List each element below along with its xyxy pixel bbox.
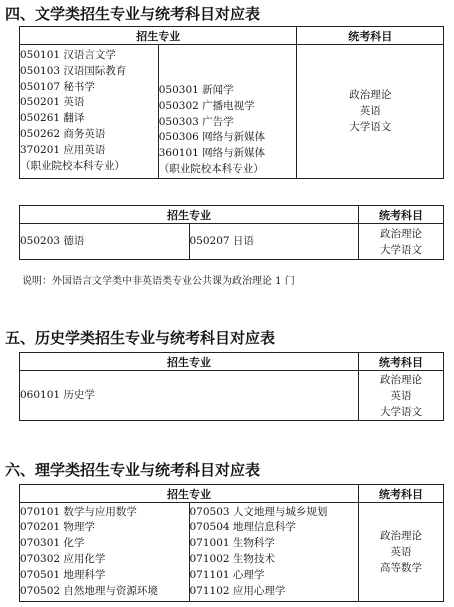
major-list-right [189, 503, 359, 602]
section-6-title: 六、理学类招生专业与统考科目对应表 [5, 461, 261, 479]
major-item: 070502 自然地理与资源环境 [20, 584, 158, 597]
major-item: 071102 应用心理学 [189, 584, 286, 597]
subject-item: 高等数学 [380, 562, 422, 574]
note: 说明：外国语言文学类中非英语类专业公共课为政治理论 1 门 [22, 276, 295, 287]
science-table [19, 484, 444, 602]
subject-item: 大学语文 [380, 405, 422, 418]
major-item: 050262 商务英语 [20, 127, 106, 140]
major-list-left [20, 45, 159, 179]
major-list-left [20, 371, 190, 421]
major-item: 071001 生物科学 [189, 537, 275, 550]
major-item: 360101 网络与新媒体 [158, 147, 266, 160]
major-item: 050261 翻译 [20, 112, 85, 125]
subject-item: 政治理论 [380, 373, 422, 386]
major-item: 050107 秘书学 [20, 80, 95, 93]
major-item: 070501 地理科学 [20, 568, 106, 581]
subject-item: 大学语文 [349, 121, 392, 134]
subject-item: 政治理论 [380, 227, 422, 240]
major-item: 050103 汉语国际教育 [20, 64, 127, 77]
major-item: 050203 德语 [20, 234, 85, 247]
major-item: 070301 化学 [20, 537, 85, 550]
subject-item: 英语 [390, 546, 412, 558]
header-major: 招生专业 [20, 485, 359, 503]
major-list-left [20, 224, 190, 260]
major-item: 050207 日语 [189, 234, 254, 247]
major-item: 060101 历史学 [20, 388, 95, 401]
header-major: 招生专业 [20, 206, 359, 224]
section-4-title: 四、文学类招生专业与统考科目对应表 [5, 5, 261, 23]
header-subject: 统考科目 [359, 485, 444, 503]
major-list-left [20, 503, 190, 602]
major-item: 050201 英语 [20, 96, 85, 109]
header-subject: 统考科目 [297, 27, 444, 45]
major-item: 070302 应用化学 [20, 553, 106, 565]
major-item: 050101 汉语言文学 [20, 49, 116, 61]
subject-list [359, 371, 444, 421]
literature-table-2 [19, 205, 444, 260]
section-5-title: 五、历史学类招生专业与统考科目对应表 [5, 329, 276, 347]
header-major: 招生专业 [20, 353, 359, 371]
major-item: 071002 生物技术 [189, 553, 275, 565]
subject-list [359, 224, 444, 260]
header-subject: 统考科目 [359, 353, 444, 371]
subject-item: 英语 [390, 389, 412, 402]
subject-item: 政治理论 [349, 89, 392, 102]
subject-list [359, 503, 444, 602]
major-item: 050306 网络与新媒体 [158, 131, 266, 144]
major-item: 050303 广告学 [158, 115, 234, 128]
major-item: 070201 物理学 [20, 521, 95, 534]
major-list-right [158, 45, 297, 179]
major-item: 070101 数学与应用数学 [20, 505, 137, 518]
major-list-right [189, 224, 359, 260]
history-table [19, 352, 444, 421]
major-item: 370201 应用英语 [20, 143, 106, 156]
subject-item: 政治理论 [380, 530, 422, 542]
major-item-note: （职业院校本科专业） [20, 159, 125, 172]
header-subject: 统考科目 [359, 206, 444, 224]
subject-item: 英语 [359, 105, 381, 118]
major-item: 070503 人文地理与城乡规划 [189, 505, 328, 518]
subject-list [297, 45, 444, 179]
header-major: 招生专业 [20, 27, 297, 45]
major-list-right [189, 371, 359, 421]
subject-item: 大学语文 [380, 243, 422, 256]
major-item: 050301 新闻学 [158, 84, 234, 96]
major-item: 050302 广播电视学 [158, 99, 255, 112]
major-item: 070504 地理信息科学 [189, 521, 296, 534]
literature-table-1 [19, 26, 444, 179]
major-item: 071101 心理学 [189, 568, 265, 581]
major-item-note: （职业院校本科专业） [158, 162, 264, 175]
